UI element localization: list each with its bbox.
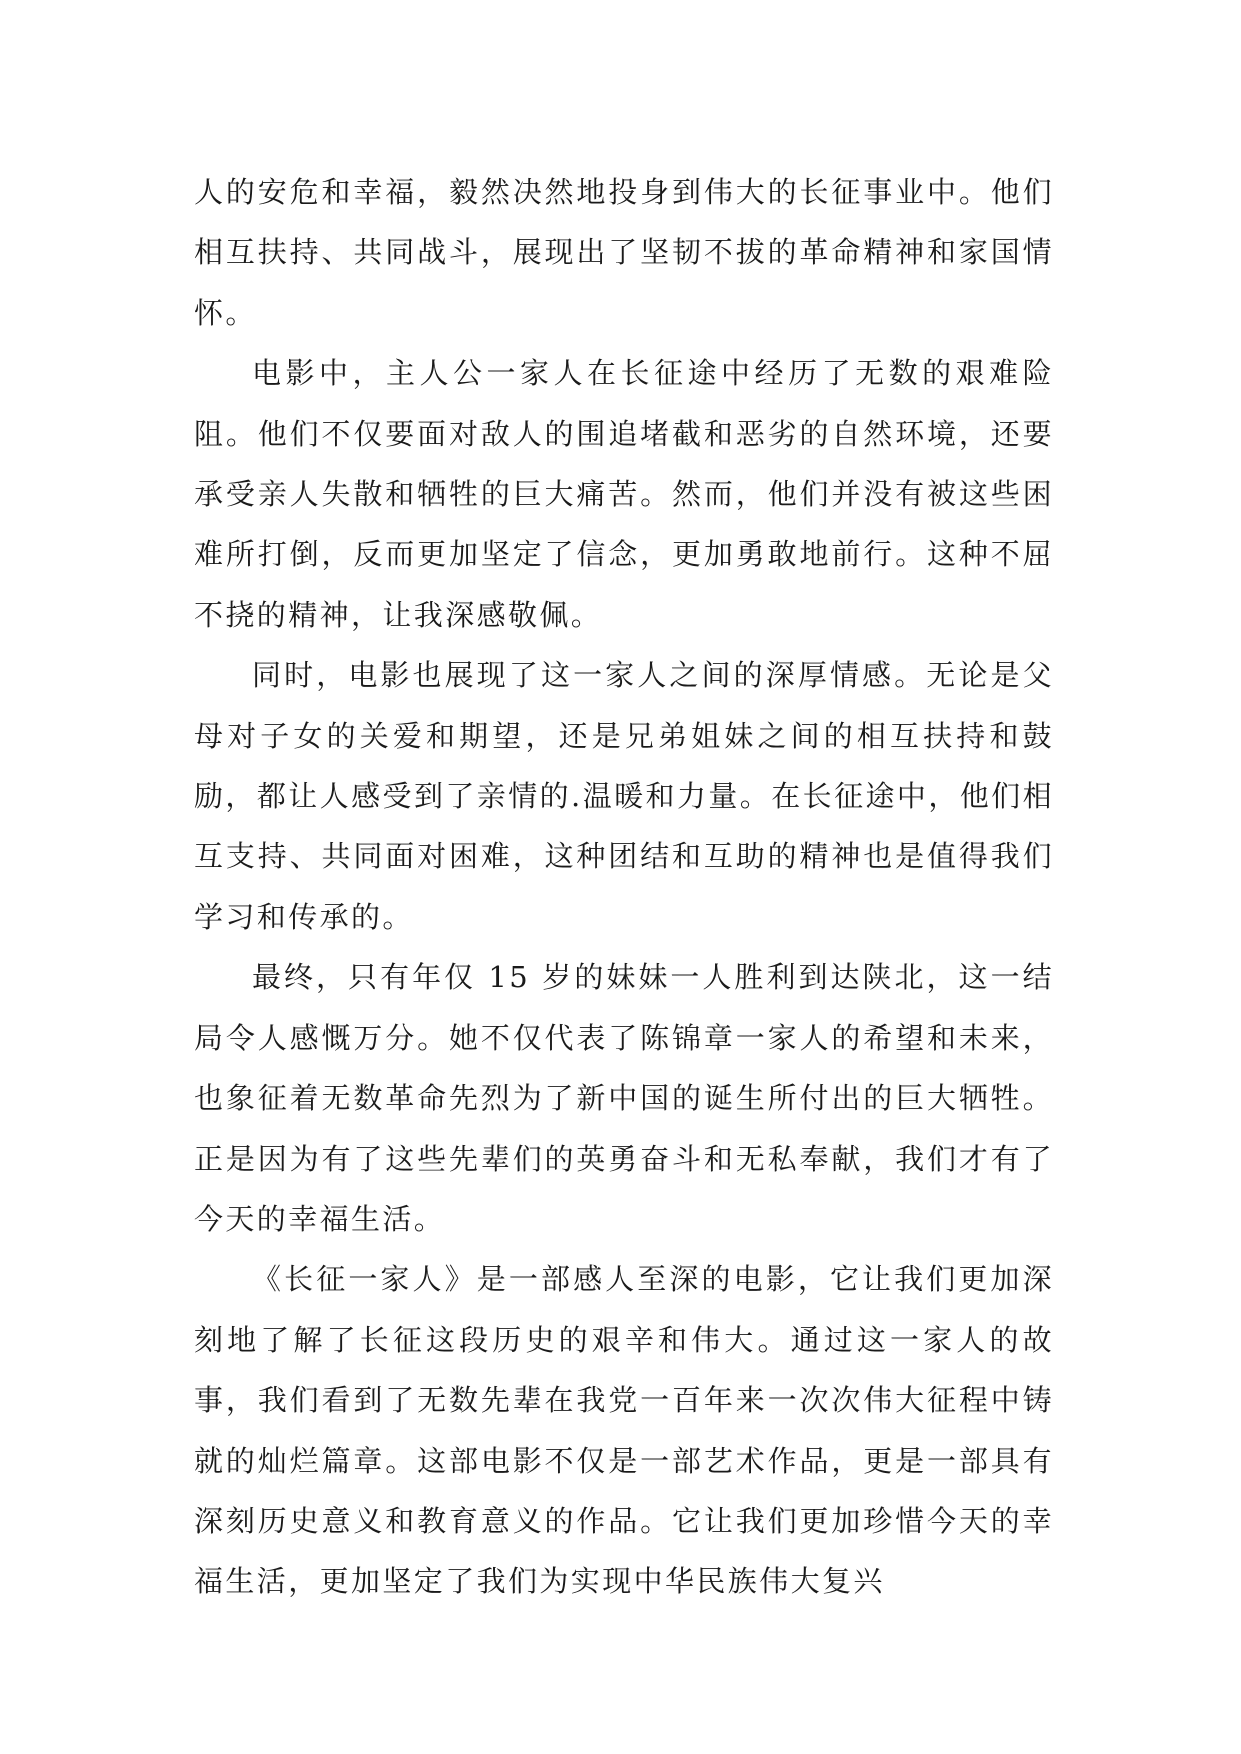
paragraph-2: 电影中，主人公一家人在长征途中经历了无数的艰难险阻。他们不仅要面对敌人的围追堵截和恶劣的自然环境，还要承受亲人失散和牺牲的巨大痛苦。然而，他们并没有被这些困难所打倒，反而更加坚定了信念，更加勇敢地前行。这种不屈不挠的精神，让我深感敬佩。 [194,356,1054,632]
document-body [194,162,1054,1612]
paragraph-3: 同时，电影也展现了这一家人之间的深厚情感。无论是父母对子女的关爱和期望，还是兄弟姐妹之间的相互扶持和鼓励，都让人感受到了亲情的.温暖和力量。在长征途中，他们相互支持、共同面对困难，这种团结和互助的精神也是值得我们学习和传承的。 [194,658,1054,934]
paragraph-1: 人的安危和幸福，毅然决然地投身到伟大的长征事业中。他们相互扶持、共同战斗，展现出了坚韧不拔的革命精神和家国情怀。 [194,175,1054,330]
paragraph-5: 《长征一家人》是一部感人至深的电影，它让我们更加深刻地了解了长征这段历史的艰辛和伟大。通过这一家人的故事，我们看到了无数先辈在我党一百年来一次次伟大征程中铸就的灿烂篇章。这部电影不仅是一部艺术作品，更是一部具有深刻历史意义和教育意义的作品。它让我们更加珍惜今天的幸福生活，更加坚定了我们为实现中华民族伟大复兴 [194,1262,1054,1599]
paragraph-4: 最终，只有年仅 15 岁的妹妹一人胜利到达陕北，这一结局令人感慨万分。她不仅代表了陈锦章一家人的希望和未来，也象征着无数革命先烈为了新中国的诞生所付出的巨大牺牲。正是因为有了这些先辈们的英勇奋斗和无私奉献，我们才有了今天的幸福生活。 [194,960,1054,1236]
